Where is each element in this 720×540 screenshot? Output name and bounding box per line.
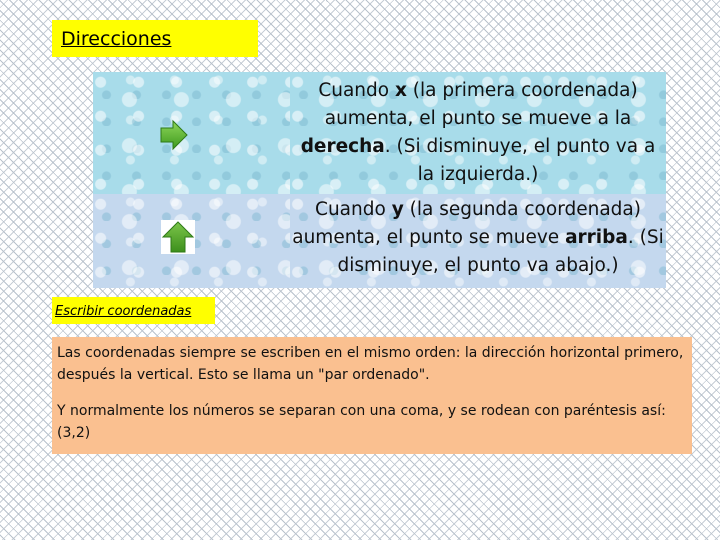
directions-table (93, 72, 666, 288)
subsection-title: Escribir coordenadas (52, 297, 215, 324)
up-arrow-icon (161, 220, 195, 254)
x-direction-text: Cuando x (la primera coordenada) aumenta, el punto se mueve a la derecha. (Si disminuye, el punto va a la izquierda.) (290, 72, 666, 194)
up-arrow-cell (93, 194, 290, 288)
right-arrow-cell (93, 72, 290, 194)
paragraph-format: Y normalmente los números se separan con una coma, y se rodean con paréntesis así: (3,2) (57, 403, 666, 441)
y-label: y (391, 199, 404, 220)
x-label: x (394, 80, 407, 101)
explanation-box (52, 337, 692, 454)
right-arrow-icon (159, 119, 189, 151)
up-label: arriba (565, 227, 628, 248)
right-label: derecha (300, 136, 385, 157)
y-direction-text: Cuando y (la segunda coordenada) aumenta, el punto se mueve arriba. (Si disminuye, el punto va abajo.) (290, 194, 666, 288)
section-title: Direcciones (52, 20, 258, 57)
paragraph-order: Las coordenadas siempre se escriben en el mismo orden: la dirección horizontal primero, después la vertical. Esto se llama un "par ordenado". (57, 345, 684, 383)
